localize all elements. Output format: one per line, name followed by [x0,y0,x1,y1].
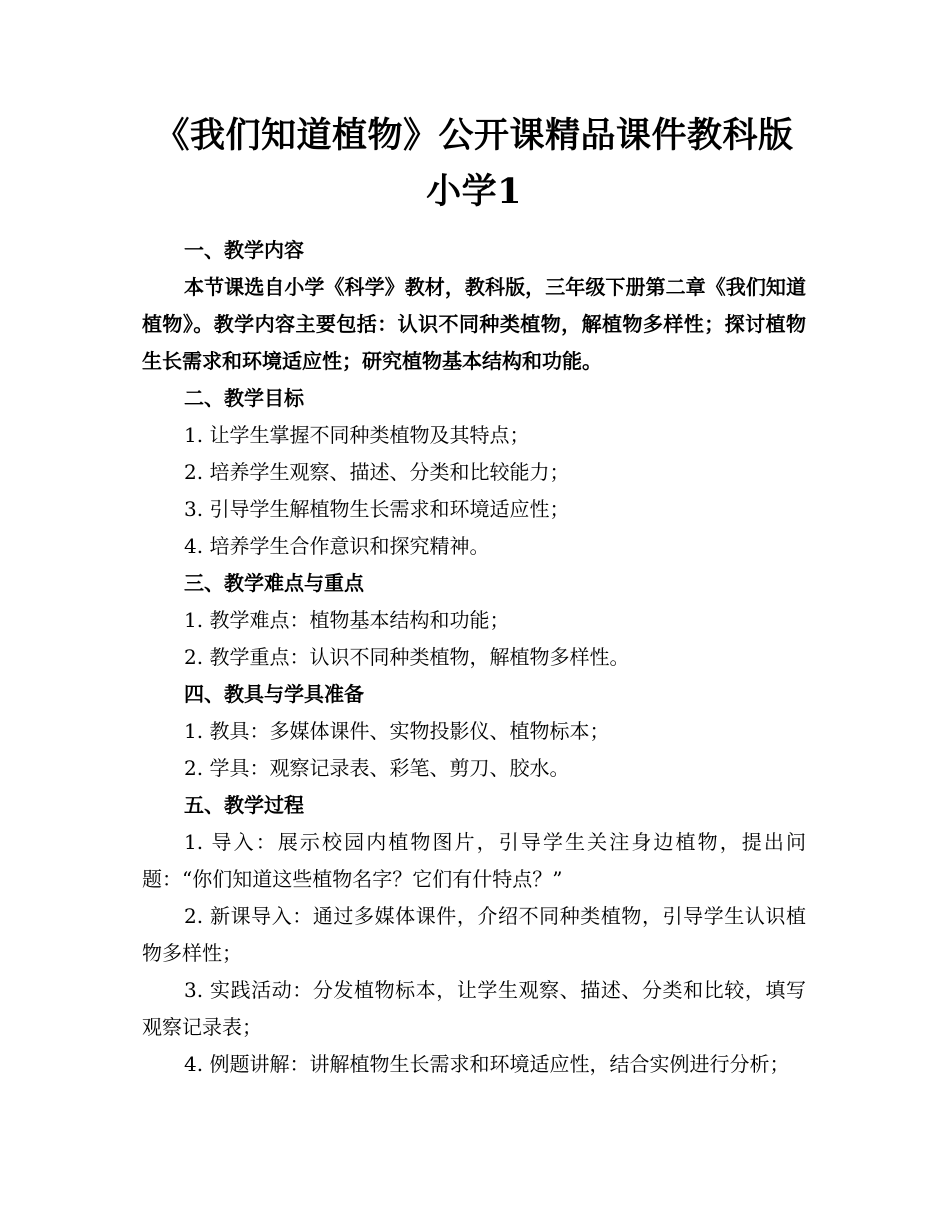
section-heading: 五、教学过程 [184,793,304,817]
document-page [142,108,806,1083]
list-item: 2. 学具：观察记录表、彩笔、剪刀、胶水。 [184,756,570,780]
list-item: 4. 例题讲解：讲解植物生长需求和环境适应性，结合实例进行分析； [184,1052,790,1076]
section-materials [142,676,806,787]
section-teaching-content [142,232,806,380]
list-item: 4. 培养学生合作意识和探究精神。 [184,534,490,558]
document-title: 《我们知道植物》公开课精品课件教科版小学1 [154,115,794,212]
list-item: 3. 引导学生解植物生长需求和环境适应性； [184,497,570,521]
list-item: 2. 新课导入：通过多媒体课件，介绍不同种类植物，引导学生认识植物多样性； [142,904,806,965]
section-teaching-goals [142,380,806,565]
section-paragraph: 本节课选自小学《科学》教材，教科版，三年级下册第二章《我们知道植物》。教学内容主要包括：认识不同种类植物，解植物多样性；探讨植物生长需求和环境适应性；研究植物基本结构和功能。 [142,275,806,373]
section-heading: 二、教学目标 [184,386,304,410]
list-item: 1. 导入：展示校园内植物图片，引导学生关注身边植物，提出问题：“你们知道这些植物名字？它们有什特点？” [142,830,806,891]
list-item: 1. 让学生掌握不同种类植物及其特点； [184,423,530,447]
list-item: 2. 教学重点：认识不同种类植物，解植物多样性。 [184,645,630,669]
list-item: 3. 实践活动：分发植物标本，让学生观察、描述、分类和比较，填写观察记录表； [142,978,806,1039]
list-item: 1. 教学难点：植物基本结构和功能； [184,608,510,632]
section-heading: 四、教具与学具准备 [184,682,364,706]
section-heading: 一、教学内容 [184,238,304,262]
section-teaching-process [142,787,806,1083]
list-item: 2. 培养学生观察、描述、分类和比较能力； [184,460,570,484]
section-heading: 三、教学难点与重点 [184,571,364,595]
section-difficulties-focus [142,565,806,676]
list-item: 1. 教具：多媒体课件、实物投影仪、植物标本； [184,719,610,743]
